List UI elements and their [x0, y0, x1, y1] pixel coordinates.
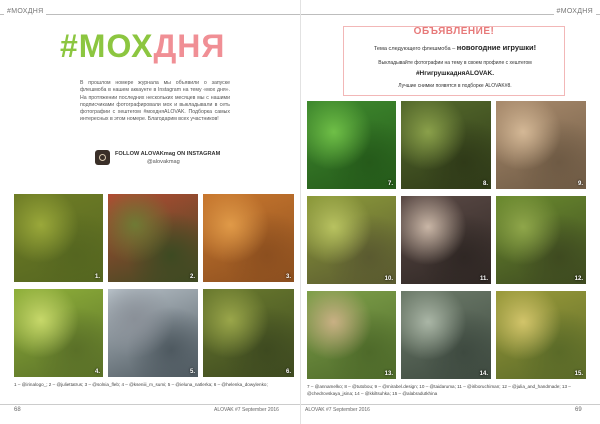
announcement-topic — [350, 43, 560, 52]
photo-number: 7. — [387, 181, 393, 187]
photo-number: 8. — [482, 181, 488, 187]
photo-6 — [203, 289, 294, 377]
intro-paragraph: В прошлом номере журнала мы объявили о запуске флешмоба в нашем аккаунте в Instagram на тему «мох дня». На протяжении последних нескольких месяцев мы с нашими подписчиками фотографировали мох и выкладывали в сеть фотографии с хештегом #мохдняALOVAK. Подборка самых интересных в этом номере. Благодарим всех участников! — [80, 80, 230, 123]
photo-number: 14. — [479, 371, 488, 377]
announcement-note: Лучшие снимки появятся в подборке ALOVAK#8. — [398, 83, 512, 89]
photo-number: 2. — [189, 274, 195, 280]
announcement-instructions: Выкладывайте фотографии на тему в своем профиле с хештегом — [378, 60, 532, 66]
photo-number: 1. — [94, 274, 100, 280]
footer-rule — [301, 404, 600, 405]
announcement-box — [343, 26, 565, 96]
magazine-issue: ALOVAK #7 September 2016 — [305, 407, 370, 413]
headline-hash: # — [60, 28, 79, 64]
announcement-hashtag: #НгигрушкадняALOVAK. — [415, 70, 495, 77]
right-page — [300, 0, 600, 424]
announcement-topic-name: новогодние игрушки! — [456, 43, 537, 52]
section-tag: #МОХДНЯ — [4, 8, 46, 15]
photo-1 — [14, 194, 103, 282]
page-number: 68 — [14, 407, 21, 413]
photo-3 — [203, 194, 294, 282]
instagram-handle[interactable]: @alovakmag — [147, 159, 180, 165]
photo-5 — [108, 289, 198, 377]
headline — [60, 28, 250, 65]
photo-13 — [307, 291, 396, 379]
photo-15 — [496, 291, 586, 379]
photo-4 — [14, 289, 103, 377]
instagram-icon[interactable] — [95, 150, 110, 165]
photo-number: 12. — [574, 276, 583, 282]
photo-number: 10. — [384, 276, 393, 282]
photo-9 — [496, 101, 586, 189]
announcement-title: ОБЪЯВЛЕНИЕ! — [413, 26, 495, 37]
photo-7 — [307, 101, 396, 189]
photo-number: 15. — [574, 371, 583, 377]
footer-rule — [0, 404, 300, 405]
photo-credits: 7 – @annamelko; 8 – @tutobou; 9 – @mirabel.design; 10 – @taidaruma; 11 – @iriboruchiman; 12 – @julia_and_handmade; 13 – @chedrovskaya_jsina; 14 – @kkiltsuhka; 15 – @alabradutkhina — [307, 384, 571, 396]
section-tag: #МОХДНЯ — [554, 8, 596, 15]
photo-10 — [307, 196, 396, 284]
headline-part1: МОХ — [78, 28, 154, 64]
announcement-topic-prefix: Тема следующего флешмоба – — [373, 46, 456, 52]
headline-part2: ДНЯ — [153, 28, 226, 64]
instagram-block[interactable] — [95, 150, 245, 168]
photo-12 — [496, 196, 586, 284]
photo-number: 13. — [384, 371, 393, 377]
photo-number: 3. — [285, 274, 291, 280]
magazine-issue: ALOVAK #7 September 2016 — [214, 407, 279, 413]
photo-number: 11. — [479, 276, 488, 282]
photo-credits: 1 – @irinalogo_; 2 – @juliettatrus; 3 – @solnia_fleb; 4 – @kseniii_m_sumi; 5 – @ieluna_natlerka; 6 – @helenka_dowylenko; — [14, 382, 268, 387]
photo-11 — [401, 196, 491, 284]
photo-14 — [401, 291, 491, 379]
photo-number: 4. — [94, 369, 100, 375]
photo-8 — [401, 101, 491, 189]
page-number: 69 — [575, 407, 582, 413]
photo-number: 5. — [189, 369, 195, 375]
photo-number: 6. — [285, 369, 291, 375]
photo-2 — [108, 194, 198, 282]
photo-number: 9. — [577, 181, 583, 187]
instagram-follow-text: FOLLOW ALOVAKmag ON INSTAGRAM — [115, 151, 221, 157]
